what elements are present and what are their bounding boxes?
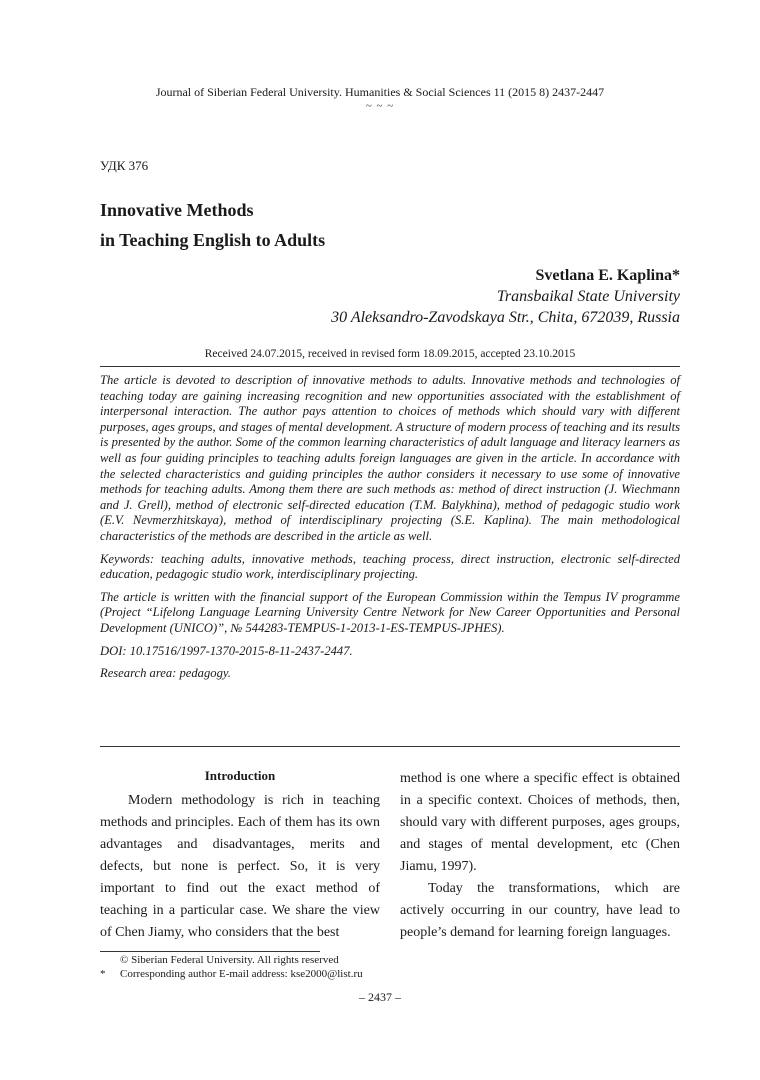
- footnote-asterisk: *: [100, 968, 106, 980]
- abstract-block: [100, 373, 680, 689]
- funding-note: The article is written with the financial support of the European Commission within the Tempus IV programme (Project “Lifelong Language Learning University Centre Network for New Career Opportunities and Personal Development (UNICO)”, № 544283-TEMPUS-1-2013-1-ES-TEMPUS-JPHES).: [100, 589, 680, 635]
- article-title-line-2: in Teaching English to Adults: [100, 230, 326, 250]
- doi: DOI: 10.17516/1997-1370-2015-8-11-2437-2447.: [100, 643, 353, 658]
- article-title-line-1: Innovative Methods: [100, 200, 254, 220]
- corresponding-author-text: Corresponding author E-mail address: kse2000@list.ru: [120, 968, 363, 980]
- article-title: [100, 195, 325, 255]
- footnotes: [100, 953, 363, 981]
- journal-header: Journal of Siberian Federal University. Humanities & Social Sciences 11 (2015 8) 2437-2447: [155, 85, 605, 99]
- author-name: Svetlana E. Kaplina*: [535, 267, 680, 284]
- abstract-bottom-rule: [100, 746, 680, 747]
- section-heading-introduction: Introduction: [204, 768, 276, 783]
- body-column-right: [400, 768, 680, 944]
- research-area: Research area: pedagogy.: [100, 666, 231, 681]
- footnote-rule: [100, 951, 320, 952]
- page-number: – 2437 –: [359, 990, 401, 1004]
- author-block: [331, 265, 680, 328]
- body-paragraph: Today the transformations, which are actively occurring in our country, have lead to people’s demand for learning foreign languages.: [400, 881, 680, 940]
- udk-code: УДК 376: [100, 158, 149, 173]
- copyright-text: © Siberian Federal University. All rights reserved: [120, 954, 339, 966]
- author-affiliation: Transbaikal State University: [496, 288, 680, 305]
- abstract-text: The article is devoted to description of innovative methods to adults. Innovative methods and technologies of teaching today are gaining increasing recognition and new opportunities associated with the establishment of interpersonal interaction. The author pays attention to choices of methods which should vary with different purposes, ages groups, and stages of mental development. A structure of modern process of teaching and its results is presented by the author. Some of the common learning characteristics of adult language and literacy learners as well as four guiding principles to teaching adults foreign languages are given in the article. In accordance with the selected characteristics and guiding principles the author considers it necessary to use some of innovative methods for teaching adults. Among them there are such methods as: method of direct instruction (J. Wiechmann and J. Grell), method of electronic self-directed education (T.M. Balykhina), method of pedagogic studio work (E.V. Nevmerzhitskaya), method of interdisciplinary projecting (S.E. Kaplina). The main methodological characteristics of the methods are described in the article as well.: [100, 373, 680, 543]
- keywords: Keywords: teaching adults, innovative methods, teaching process, direct instruction, electronic self-directed education, pedagogic studio work, interdisciplinary projecting.: [100, 551, 680, 582]
- author-address: 30 Aleksandro-Zavodskaya Str., Chita, 672039, Russia: [331, 309, 680, 326]
- abstract-top-rule: [100, 366, 680, 367]
- footnote-copyright: [100, 953, 363, 967]
- header-separator: ~ ~ ~: [365, 100, 395, 112]
- submission-dates: Received 24.07.2015, received in revised form 18.09.2015, accepted 23.10.2015: [204, 348, 576, 360]
- footnote-corresponding: [100, 967, 363, 981]
- body-paragraph: Modern methodology is rich in teaching methods and principles. Each of them has its own advantages and disadvantages, merits and defects, but none is perfect. So, it is very important to find out the exact method of teaching in a particular case. We share the view of Chen Jiamy, who considers that the best: [100, 793, 380, 940]
- body-paragraph-continued: method is one where a specific effect is obtained in a specific context. Choices of methods, then, should vary with different purposes, ages groups, and stages of mental development, etc (Chen Jiamu, 1997).: [400, 771, 680, 874]
- body-column-left: [100, 768, 380, 944]
